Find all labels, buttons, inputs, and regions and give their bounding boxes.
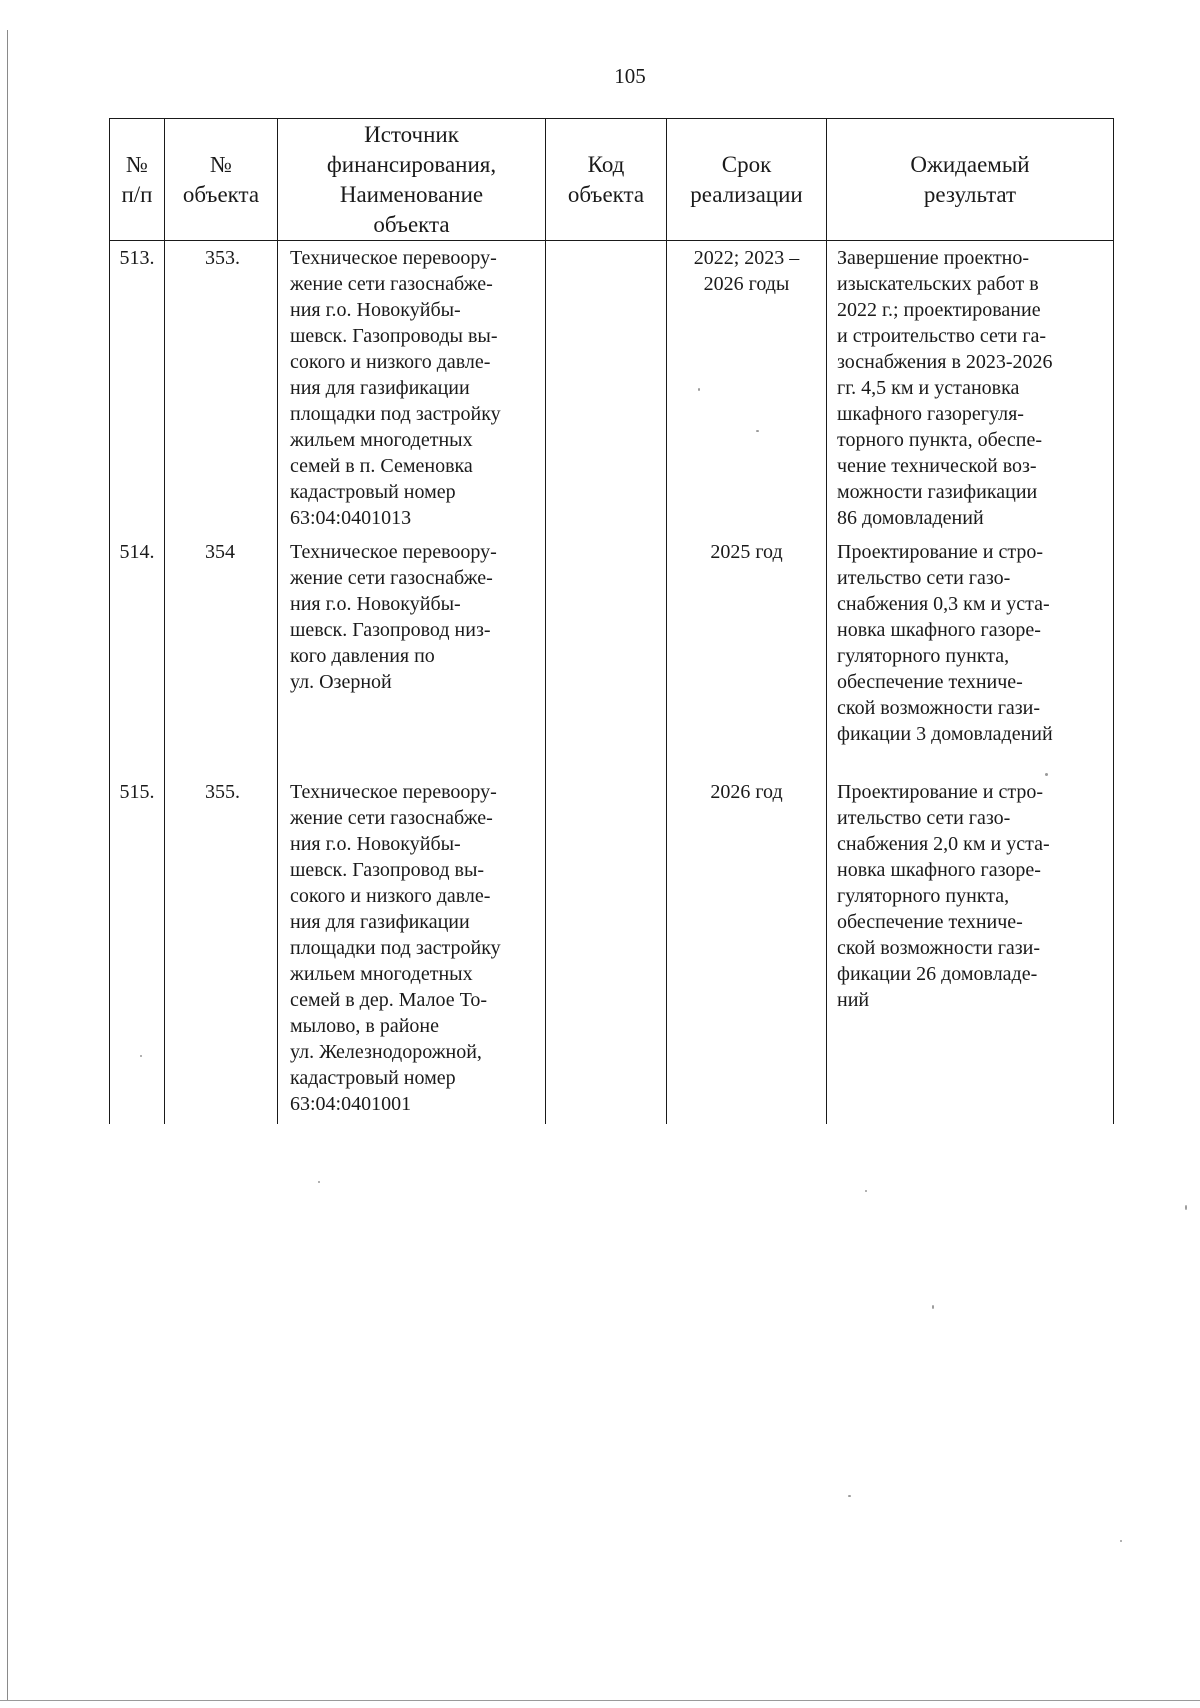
financing-table bbox=[109, 118, 1114, 1124]
scan-speck bbox=[756, 430, 759, 432]
scan-speck bbox=[140, 1055, 142, 1057]
cell-row-number: 515. bbox=[110, 775, 165, 1124]
table-row bbox=[110, 241, 1114, 536]
header-financing-source: Источник финансирования, Наименование объекта bbox=[278, 119, 546, 241]
cell-object-name: Техническое перевоору- жение сети газоснабже- ния г.о. Новокуйбы- шевск. Газопровод низ- кого давления по ул. Озерной bbox=[278, 535, 546, 775]
cell-object-number: 354 bbox=[165, 535, 278, 775]
table-row bbox=[110, 535, 1114, 775]
scan-speck bbox=[1120, 1540, 1122, 1542]
scan-bottom-edge bbox=[0, 1700, 1200, 1701]
cell-term: 2022; 2023 – 2026 годы bbox=[667, 241, 827, 536]
scan-speck bbox=[698, 388, 700, 391]
table-header bbox=[110, 119, 1114, 241]
cell-object-code bbox=[546, 535, 667, 775]
cell-row-number: 513. bbox=[110, 241, 165, 536]
scan-speck bbox=[865, 1190, 867, 1192]
cell-row-number: 514. bbox=[110, 535, 165, 775]
scan-speck bbox=[1045, 773, 1048, 776]
cell-object-number: 355. bbox=[165, 775, 278, 1124]
cell-object-code bbox=[546, 241, 667, 536]
scan-speck bbox=[932, 1305, 934, 1309]
cell-object-name: Техническое перевоору- жение сети газоснабже- ния г.о. Новокуйбы- шевск. Газопроводы вы- сокого и низкого давле- ния для газификации площадки под застройку жильем многодетных семей в п. Семеновка кадастровый номер 63:04:0401013 bbox=[278, 241, 546, 536]
header-object-code: Код объекта bbox=[546, 119, 667, 241]
cell-object-number: 353. bbox=[165, 241, 278, 536]
header-expected-result: Ожидаемый результат bbox=[827, 119, 1114, 241]
page-number: 105 bbox=[614, 64, 646, 88]
table-body bbox=[110, 241, 1114, 1125]
cell-expected-result: Проектирование и стро- ительство сети газо- снабжения 2,0 км и уста- новка шкафного газоре- гуляторного пункта, обеспечение техниче- ской возможности гази- фикации 26 домовладе- ний bbox=[827, 775, 1114, 1124]
cell-term: 2025 год bbox=[667, 535, 827, 775]
cell-expected-result: Проектирование и стро- ительство сети газо- снабжения 0,3 км и уста- новка шкафного газоре- гуляторного пункта, обеспечение техниче- ской возможности гази- фикации 3 домовладений bbox=[827, 535, 1114, 775]
scan-speck bbox=[848, 1495, 851, 1497]
table-row bbox=[110, 775, 1114, 1124]
header-row bbox=[110, 119, 1114, 241]
cell-term: 2026 год bbox=[667, 775, 827, 1124]
scan-speck bbox=[1185, 1205, 1187, 1210]
cell-object-code bbox=[546, 775, 667, 1124]
cell-expected-result: Завершение проектно- изыскательских работ в 2022 г.; проектирование и строительство сети га- зоснабжения в 2023-2026 гг. 4,5 км и установка шкафного газорегуля- торного пункта, обеспе- чение технической воз- можности газификации 86 домовладений bbox=[827, 241, 1114, 536]
scan-speck bbox=[318, 1181, 320, 1183]
cell-object-name: Техническое перевоору- жение сети газоснабже- ния г.о. Новокуйбы- шевск. Газопровод вы- сокого и низкого давле- ния для газификации площадки под застройку жильем многодетных семей в дер. Малое То- мылово, в районе ул. Железнодорожной, кадастровый номер 63:04:0401001 bbox=[278, 775, 546, 1124]
header-object-number: № объекта bbox=[165, 119, 278, 241]
header-row-number: № п/п bbox=[110, 119, 165, 241]
scan-left-edge bbox=[7, 30, 8, 1700]
header-term: Срок реализации bbox=[667, 119, 827, 241]
